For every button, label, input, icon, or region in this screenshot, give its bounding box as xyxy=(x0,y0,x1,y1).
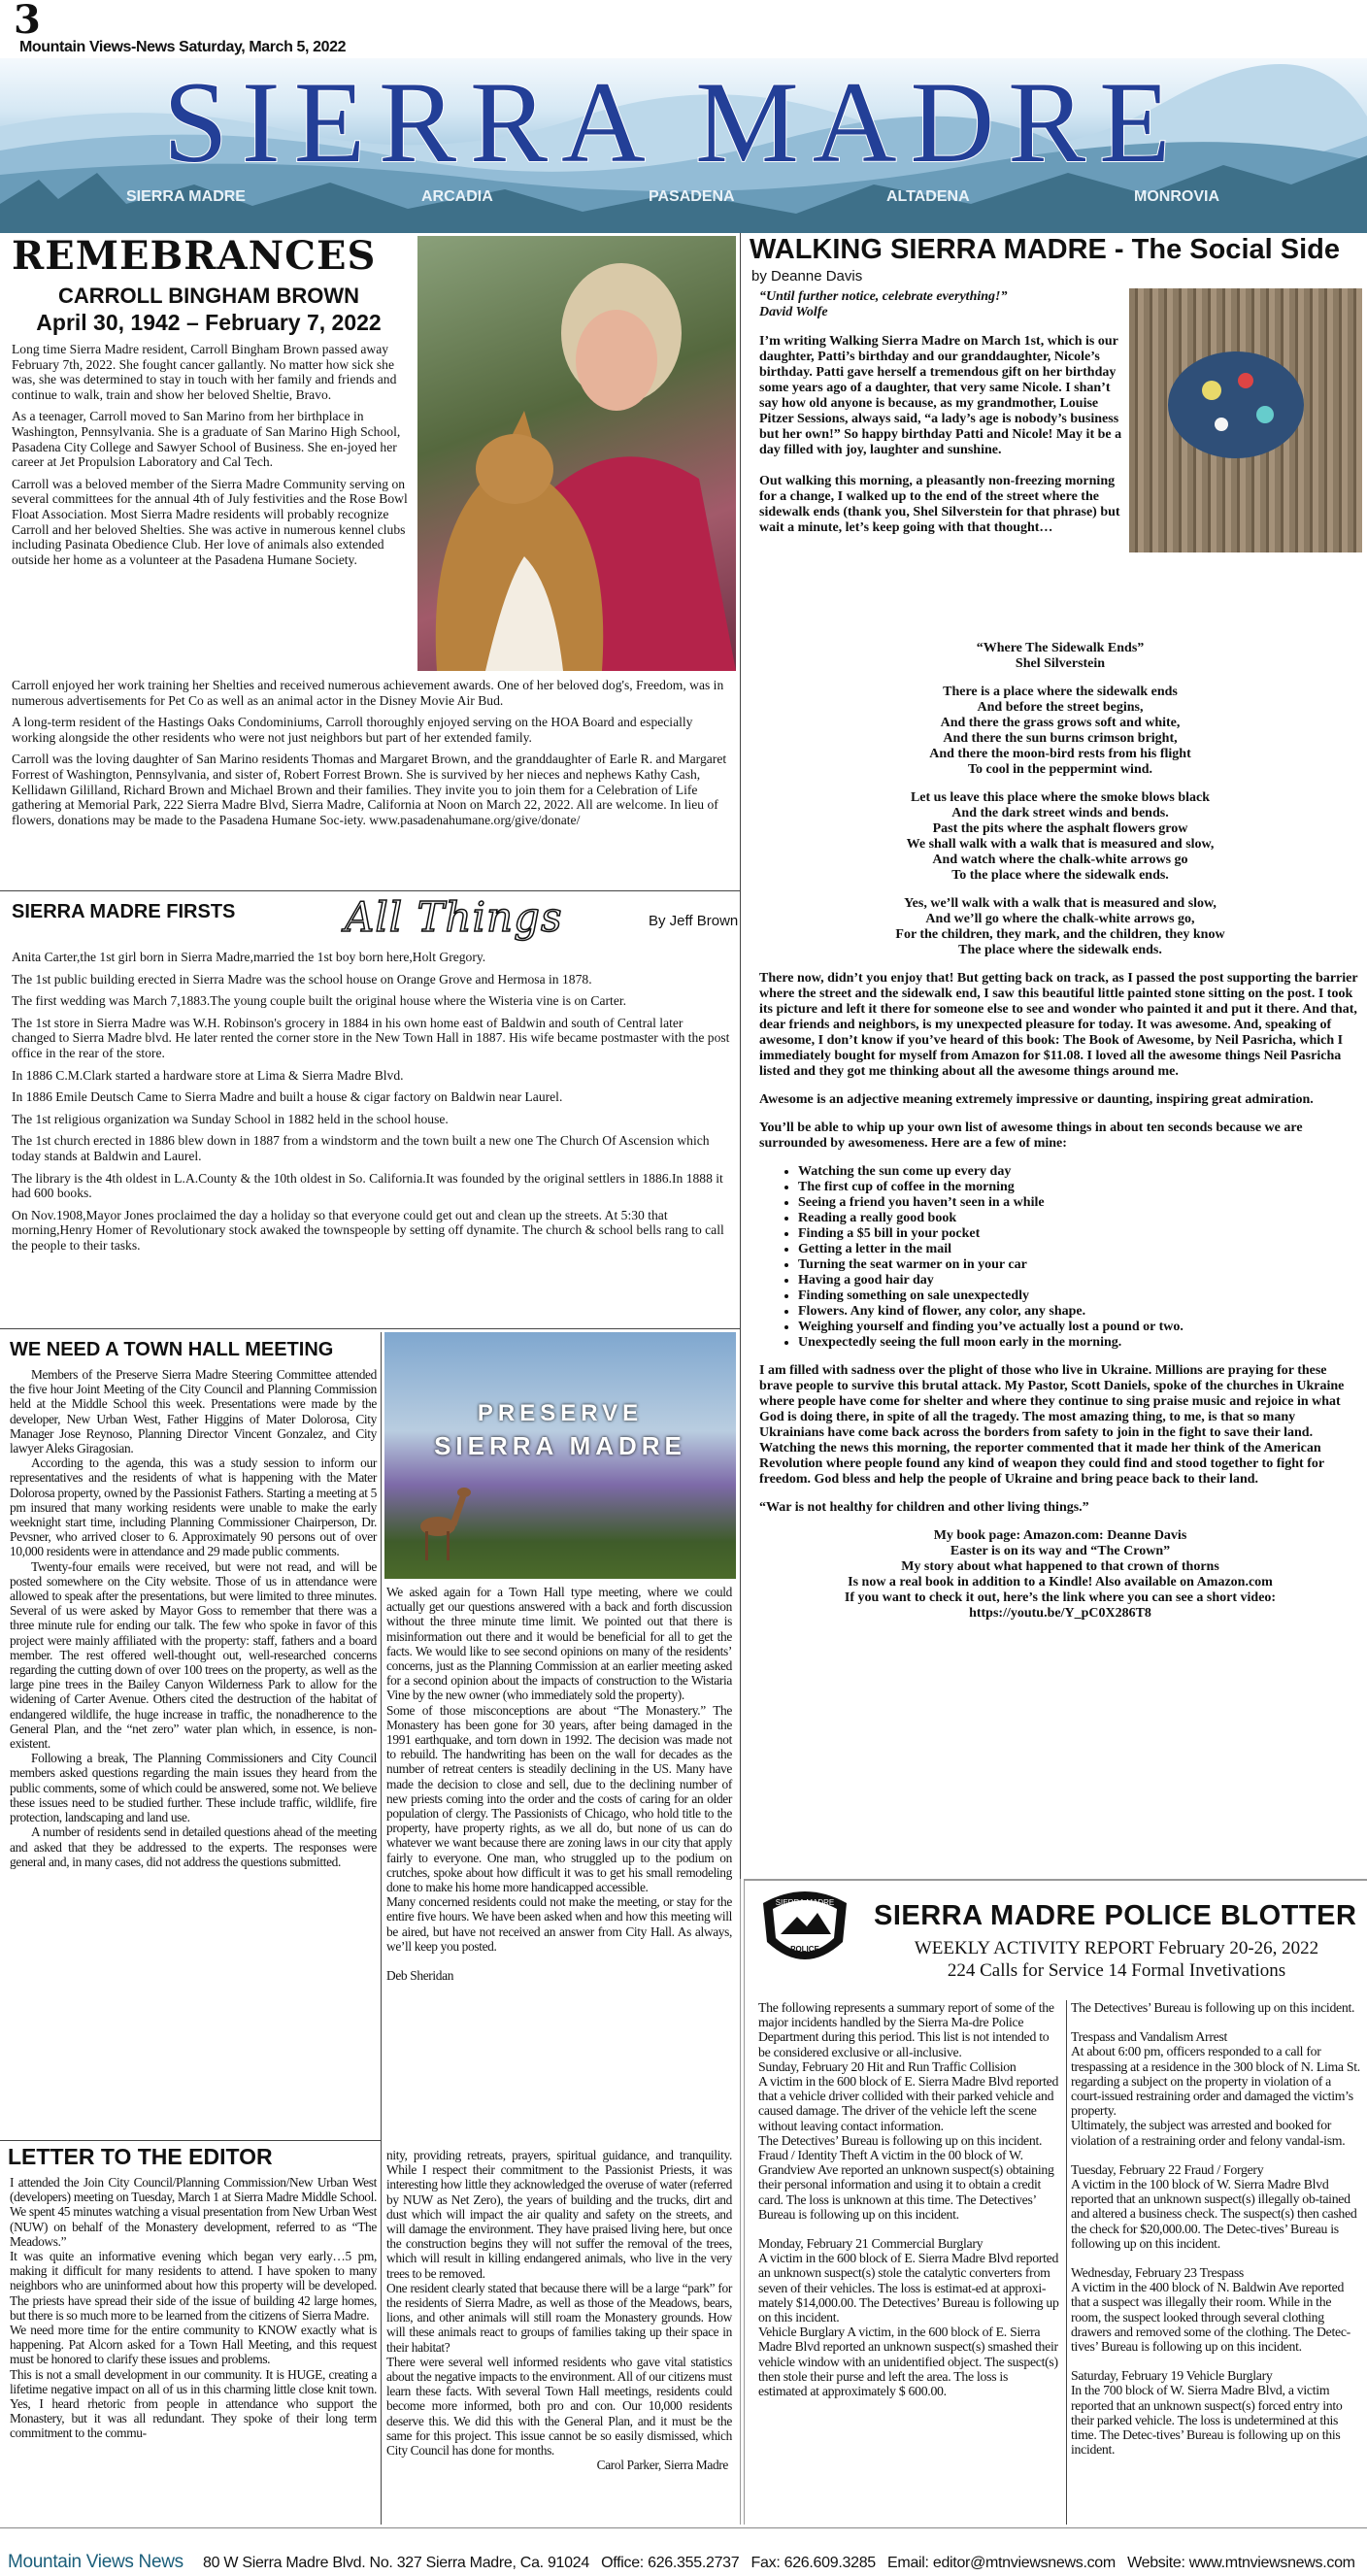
blotter-entry: A victim in the 400 block of N. Baldwin Ave reported that a suspect was illegally their room. While in the room, the suspect looked through several clothing drawers and removed some of the clothing. The Detec-tives’ Bureau is following up on this incident. xyxy=(1071,2280,1350,2355)
obituary-photo xyxy=(417,236,736,671)
poem-line: Let us leave this place where the smoke blows black xyxy=(910,790,1211,805)
walking-body xyxy=(759,641,1361,1622)
townhall-body-right xyxy=(386,1585,732,1983)
town-monrovia: MONROVIA xyxy=(1134,188,1219,205)
walking-byline: by Deanne Davis xyxy=(751,268,863,284)
list-item: • Finding a $5 bill in your pocket xyxy=(798,1226,1361,1242)
masthead-banner xyxy=(0,58,1367,233)
column-divider xyxy=(381,1332,382,2525)
epigraph: “Until further notice, celebrate everything!” xyxy=(759,289,1008,304)
paragraph: Many concerned residents could not make the meeting, or stay for the entire five hours. We have been asked when and how this meeting will be aired, but have not received an answer from City Hall. As always, we’ll keep you posted. xyxy=(386,1894,732,1954)
section-divider xyxy=(0,2140,381,2141)
blotter-entry: Wednesday, February 23 Trespass xyxy=(1071,2265,1244,2281)
paragraph: Carroll was a beloved member of the Sierra Madre Community serving on several committees for the annual 4th of July festivities and the Rose Bowl Float Association. Most Sierra Madre residents will probably recognize Carroll and her beloved Shelties. She was active in numerous kennel clubs including Pasinata Obedience Club. Her love of animals also extended outside her home as a volunteer at the Pasadena Humane Society. xyxy=(12,476,408,567)
paragraph: Following a break, The Planning Commissioners and City Council members asked questions regarding the main issues they heard from the public comments, some of which could be answered, some not. We believe these issues need to be studied further. These include traffic, wildlife, fire protection, landscaping and land use. xyxy=(10,1751,377,1825)
poem-line: And watch where the chalk-white arrows go xyxy=(932,853,1188,867)
war-quote: “War is not healthy for children and other living things.” xyxy=(759,1500,1089,1515)
blotter-entry: Ultimately, the subject was arrested and booked for violation of a restraining order and felony vandal-ism. xyxy=(1071,2118,1346,2148)
firsts-body xyxy=(12,950,730,1260)
blotter-entry: Trespass and Vandalism Arrest xyxy=(1071,2029,1228,2045)
blotter-entry: In the 700 block of W. Sierra Madre Blvd, a victim reported that an unknown suspect(s) forced entry into their parked vehicle. The loss is undetermined at this time. The Detec-tives’ Bureau is following up on this incident. xyxy=(1071,2383,1343,2458)
footer-address: 80 W Sierra Madre Blvd. No. 327 Sierra Madre, Ca. 91024 xyxy=(203,2555,589,2571)
paragraph: nity, providing retreats, prayers, spiritual guidance, and tranquility. While I respect their commitment to the Passionist Priests, it was interesting how little they acknowledged the overuse of water (referred by NUW as Net Zero), the years of building and the trucks, dirt and dust which will impact the air quality and safety on the streets, and will damage the environment. They have praised living here, but once the construction begins they will not suffer the removal of the trees, which will result in killing endangered animals, who live in the very trees to be removed. xyxy=(386,2148,732,2281)
paragraph: I’m writing Walking Sierra Madre on March 1st, which is our daughter, Patti’s birthday and our granddaughter, Nicole’s birthday. Patti gave herself a tremendous gift on her birthday some years ago of a daughter, that very same Nicole. I shan’t say how old anyone is because, as my grandmother, Louise Pitzer Sessions, always said, “a lady’s age is nobody’s business but her own!” So happy birthday Patti and Nicole! May it be a day filled with joy, laughter and sunshine. xyxy=(759,334,1122,457)
poem-line: The place where the sidewalk ends. xyxy=(958,943,1162,957)
badge-text: POLICE xyxy=(790,1945,819,1954)
poem-line: Yes, we’ll walk with a walk that is measured and slow, xyxy=(904,896,1217,911)
blotter-entry: Saturday, February 19 Vehicle Burglary xyxy=(1071,2368,1273,2384)
poem-line: And there the grass grows soft and white, xyxy=(940,716,1181,730)
page-number: 3 xyxy=(14,0,41,43)
poem-line: Past the pits where the asphalt flowers grow xyxy=(932,821,1188,836)
paragraph: Anita Carter,the 1st girl born in Sierra Madre,married the 1st boy born here,Holt Gregory. xyxy=(12,950,486,964)
poem-line: And there the sun burns crimson bright, xyxy=(943,731,1178,746)
painted-stone-icon xyxy=(1129,288,1362,552)
letter-signature: Carol Parker, Sierra Madre xyxy=(596,2458,728,2473)
list-item: • Watching the sun come up every day xyxy=(798,1164,1361,1180)
paragraph: You’ll be able to whip up your own list of awesome things in about ten seconds because we are surrounded by awesomeness. Here are a few of mine: xyxy=(759,1121,1303,1151)
walking-title: WALKING SIERRA MADRE - The Social Side xyxy=(750,234,1340,265)
poem-line: And before the street begins, xyxy=(977,700,1144,715)
epigraph-author: David Wolfe xyxy=(759,305,828,319)
obituary-body-bottom xyxy=(12,678,730,834)
poem-line: And there the moon-bird rests from his flight xyxy=(929,747,1191,761)
paragraph: Twenty-four emails were received, but were not read, and will be posted somewhere on the City website. Those of us in attendance were allowed to speak after the presentations, but were limited to three minutes. Several of us were asked by Mayor Goss to remember that there was a three minute rule for ending our talk. The few who spoke in favor of this project were mainly affiliated with the property: staff, fathers and a board member. The rest offered well-thought out, well-researched concerns regarding the cutting down of over 100 trees on the property, as well as the large pine trees in the Bailey Canyon Wilderness Park to allow for the widening of Carter Avenue. Others cited the destruction of the habitat of endangered wildlife, the huge increase in traffic, the nonadherence to the General Plan, and the “net zero” water plan which, in essence, is non-existent. xyxy=(10,1558,377,1752)
blotter-entry: A victim in the 600 block of E. Sierra Madre Blvd reported that a vehicle driver collided with their parked vehicle and caused damage. The driver of the vehicle left the scene without leaving contact information. xyxy=(758,2074,1059,2133)
poem-line: To cool in the peppermint wind. xyxy=(967,762,1153,777)
paragraph: This is not a small development in our community. It is HUGE, creating a lifetime negative impact on all of us in this charming little close knit town. Yes, I heard rhetoric from people in attendance who support the Monastery, but it was all redundant. They spoke of their long term commitment to the commu- xyxy=(10,2366,377,2441)
image-caption-sierra-madre: SIERRA MADRE xyxy=(434,1431,686,1460)
poem-line: We shall walk with a walk that is measured and slow, xyxy=(906,837,1215,852)
town-altadena: ALTADENA xyxy=(886,188,970,205)
column-divider xyxy=(740,1879,741,2525)
blotter-entry: The Detectives’ Bureau is following up on this incident. xyxy=(1071,2000,1355,2015)
video-link[interactable]: https://youtu.be/Y_pC0X286T8 xyxy=(969,1606,1151,1621)
poem-line: There is a place where the sidewalk ends xyxy=(943,685,1178,699)
obituary-dates: April 30, 1942 – February 7, 2022 xyxy=(36,310,382,335)
poem-line: To the place where the sidewalk ends. xyxy=(951,868,1169,883)
blotter-counts: 224 Calls for Service 14 Formal Invetivations xyxy=(947,1960,1286,1981)
masthead-title: SIERRA MADRE xyxy=(163,58,1184,186)
footer-office: Office: 626.355.2737 xyxy=(601,2555,740,2571)
blotter-entry: The following represents a summary report of some of the major incidents handled by the Sierra Ma-dre Police Department during this period. This list is not intended to be considered exclusive or all-inclusive. xyxy=(758,2000,1054,2059)
paragraph: The 1st store in Sierra Madre was W.H. Robinson's grocery in 1884 in his own home east of Baldwin and south of Central later changed to Sierra Madre blvd. He later rented the corner store in the New Town Hall in 1887. His wife became postmaster with the post office in the rear of the store. xyxy=(12,1015,730,1060)
blotter-right-column xyxy=(1071,2000,1362,2457)
firsts-title: SIERRA MADRE FIRSTS xyxy=(12,901,236,922)
poem-stanza xyxy=(759,790,1361,884)
awesome-list xyxy=(798,1164,1361,1351)
paragraph: According to the agenda, this was a study session to inform our representatives and the residents of what is happening with the Mater Dolorosa property, owned by the Passionist Fathers. Starting a meeting at 5 pm insured that many working residents were unable to make the early weeknight start time, including Planning Commissioner Chairperson, Dr. Pevsner, who arrived closer to 6. Approximately 90 persons out of over 10,000 residents were in attendance and 29 made public comments. xyxy=(10,1455,377,1559)
footer-fax: Fax: 626.609.3285 xyxy=(750,2555,876,2571)
paragraph: The 1st church erected in 1886 blew down in 1887 from a windstorm and the town built a new one The Church Of Ascension which today stands at Baldwin and Laurel. xyxy=(12,1133,710,1163)
paragraph: On Nov.1908,Mayor Jones proclaimed the day a holiday so that everyone could get out and clean up the streets. At 5:30 that morning,Henry Homer of Revolutionary stock awaked the townspeople by setting off dynamite. The church & school bells rang to call the people to their tasks. xyxy=(12,1207,724,1253)
paragraph: We asked again for a Town Hall type meeting, where we could actually get our questions answered with a back and forth discussion without the three minute time limit. We pointed out that there is misinformation out there and it would be beneficial for all to get the facts. We would like to see second opinions on many of the residents’ concerns, just as the Planning Commission at an earlier meeting asked for a second opinion about the impacts of construction to the Wistaria Vine by the new owner (who immediately sold the property). xyxy=(386,1585,732,1703)
blotter-entry: Monday, February 21 Commercial Burglary xyxy=(758,2236,984,2252)
list-item: • Weighing yourself and finding you’ve actually lost a pound or two. xyxy=(798,1320,1361,1335)
paragraph: In 1886 Emile Deutsch Came to Sierra Madre and built a house & cigar factory on Baldwin near Laurel. xyxy=(12,1089,563,1105)
paragraph: There were several well informed residents who gave vital statistics about the negative impacts to the environment. All of our citizens must learn these facts. With several Town Hall meetings, residents could become more informed, both pro and con. Our 10,000 residents deserve this. We did this with the General Plan, and it must be the same for this project. This issue cannot be so easily dismissed, which City Council has done for months. xyxy=(386,2354,732,2459)
book-line: Easter is on its way and “The Crown” xyxy=(950,1544,1171,1558)
blotter-entry: A victim in the 600 block of E. Sierra Madre Blvd reported an unknown suspect(s) stole the catalytic converters from seven of their vehicles. The loss is estimat-ed at approxi-mately $14,000.00. The Detectives’ Bureau is following up on this incident. xyxy=(758,2251,1059,2325)
book-line: Is now a real book in addition to a Kindle! Also available on Amazon.com xyxy=(848,1575,1273,1589)
footer-website[interactable]: Website: www.mtnviewsnews.com xyxy=(1127,2555,1355,2571)
list-item: • Reading a really good book xyxy=(798,1211,1361,1226)
footer xyxy=(8,2552,1367,2574)
blotter-entry: At about 6:00 pm, officers responded to a call for trespassing at a residence in the 300 block of N. Lima St. regarding a subject on the property in violation of a court-issued restraining order and damaged the victim’s property. xyxy=(1071,2044,1360,2119)
list-item: • Getting a letter in the mail xyxy=(798,1242,1361,1257)
ukraine-paragraph: I am filled with sadness over the plight of those who live in Ukraine. Millions are praying for these brave people to survive this brutal attack. My Pastor, Scott Daniels, spoke of the churches in Ukraine where people have come for shelter and where they continue to sing praise music and rejoice in what God is doing there, in spite of all the tragedy. The most amazing thing, to me, is that so many Ukrainians have come back across the borders from safety to join in the fight to save their land. Watching the news this morning, the reporter commented that it made her think of the American Revolution where people found any kind of weapon they could find and stood together to fight for freedom. God bless and help the people of Ukraine and bring peace back to their land. xyxy=(759,1363,1345,1487)
townhall-title: WE NEED A TOWN HALL MEETING xyxy=(10,1339,334,1360)
town-arcadia: ARCADIA xyxy=(421,188,493,205)
poem-line: And we’ll go where the chalk-white arrows go, xyxy=(925,912,1195,926)
preserve-sierra-madre-image xyxy=(384,1332,736,1579)
column-divider xyxy=(740,233,741,1879)
book-line: If you want to check it out, here’s the link where you can see a short video: xyxy=(844,1590,1277,1605)
poem-title: “Where The Sidewalk Ends” xyxy=(976,641,1145,655)
list-item: • Seeing a friend you haven’t seen in a while xyxy=(798,1195,1361,1211)
remembrances-title: REMEBRANCES xyxy=(12,233,377,279)
letter-body-middle xyxy=(386,2148,732,2472)
footer-email[interactable]: Email: editor@mtnviewsnews.com xyxy=(887,2555,1116,2571)
book-line: My book page: Amazon.com: Deanne Davis xyxy=(933,1528,1187,1543)
dateline: Mountain Views-News Saturday, March 5, 2022 xyxy=(19,39,347,55)
blotter-left-column xyxy=(758,2000,1059,2398)
book-line: My story about what happened to that crown of thorns xyxy=(901,1559,1219,1574)
blotter-entry: A victim in the 100 block of W. Sierra Madre Blvd reported that an unknown suspect(s) illegally ob-tained and altered a business check. The suspect(s) then cashed the check for $20,000.00. The Detec-tives’ Bureau is following up on this incident. xyxy=(1071,2177,1357,2251)
poem-line: And the dark street winds and bends. xyxy=(951,806,1169,820)
paragraph: Carroll enjoyed her work training her Shelties and received numerous achievement awards. One of her beloved dog's, Freedom, was in numerous advertisements for Pet Co as well as an animal actor in the Disney Movie Air Bud. xyxy=(12,678,724,708)
paragraph: The first wedding was March 7,1883.The young couple built the original house where the Wisteria vine is on Carter. xyxy=(12,993,627,1009)
town-pasadena: PASADENA xyxy=(649,188,735,205)
poem-stanza xyxy=(759,896,1361,958)
obituary-name: CARROLL BINGHAM BROWN xyxy=(57,284,359,308)
paragraph: One resident clearly stated that because there will be a large “park” for the residents of Sierra Madre, as well as those of the Meadows, bears, lions, and other animals will still roam the Monastery grounds. How will these animals react to groups of families taking up their space in their habitat? xyxy=(386,2280,732,2355)
footer-brand: Mountain Views News xyxy=(8,2552,183,2572)
footer-divider xyxy=(0,2527,1367,2528)
paragraph: Members of the Preserve Sierra Madre Steering Committee attended the five hour Joint Meeting of the City Council and Planning Commission held at the Middle School this week. Presentations were made by the developer, New Urban West, Father Higgins of Mater Dolorosa, City Manager Jose Reynoso, Planning Director Vincent Gonzalez, and City lawyer Aleks Giragosian. xyxy=(10,1367,377,1456)
paragraph: The library is the 4th oldest in L.A.County & the 10th oldest in So. California.It was founded by the original settlers in 1886.In 1888 it had 600 books. xyxy=(12,1170,723,1201)
list-item: • Unexpectedly seeing the full moon early in the morning. xyxy=(798,1335,1361,1351)
section-divider xyxy=(0,1328,740,1329)
blotter-entry: Sunday, February 20 Hit and Run Traffic Collision xyxy=(758,2058,1017,2074)
poem xyxy=(759,641,1361,958)
paragraph: It was quite an informative evening which began very early…5 pm, making it difficult for many residents to attend. I have spoken to many neighbors who are uninformed about how this property will be developed. The priests have spread their side of the issue of building 42 large homes, but there is so much more to be learned from the citizens of Sierra Madre. xyxy=(10,2249,377,2323)
section-divider xyxy=(0,890,740,891)
list-item: • Turning the seat warmer on in your car xyxy=(798,1257,1361,1273)
badge-text: SIERRA MADRE xyxy=(775,1898,835,1907)
paragraph: There now, didn’t you enjoy that! But getting back on track, as I passed the post supporting the barrier where the street and the sidewalk end, I saw this beautiful little painted stone sitting on the post. I took its picture and left it there for someone else to see and wonder who painted it and put it there. And that, dear friends and neighbors, is my unexpected pleasure for today. It was awesome. And, speaking of awesome, I don’t know if you’ve heard of this book: The Book of Awesome, by Neil Pasricha, which I immediately bought for myself from Amazon for $11.08. I loved all the awesome things Neil Pasricha listed and they got me thinking about all the awesome things around me. xyxy=(759,971,1358,1079)
poem-line: For the children, they mark, and the children, they know xyxy=(895,927,1225,942)
police-badge-icon xyxy=(753,1884,856,1971)
list-item: • The first cup of coffee in the morning xyxy=(798,1180,1361,1195)
townhall-signature: Deb Sheridan xyxy=(386,1968,454,1984)
list-item: • Having a good hair day xyxy=(798,1273,1361,1288)
paragraph: We need more time for the entire community to KNOW exactly what is happening. Pat Alcorn asked for a Town Hall Meeting, and this request must be honored to clarify these issues and problems. xyxy=(10,2323,377,2367)
paragraph: Long time Sierra Madre resident, Carroll Bingham Brown passed away February 7th, 2022. She fought cancer gallantly. No matter how sick she was, she was determined to stay in touch with her family and friends and continue to walk, train and show her beloved Sheltie, Bravo. xyxy=(12,342,397,402)
letter-title: LETTER TO THE EDITOR xyxy=(8,2144,273,2169)
painted-stone-photo xyxy=(1129,288,1362,552)
blotter-entry: Vehicle Burglary A victim, in the 600 block of E. Sierra Madre Blvd reported an unknown suspect(s) smashed their vehicle window with an unidentified object. The suspect(s) then stole their purse and left the area. The loss is estimated at approximately $ 600.00. xyxy=(758,2325,1058,2399)
paragraph: Out walking this morning, a pleasantly non-freezing morning for a change, I walked up to the end of the street where the sidewalk ends (thank you, Shel Silverstein for that phrase) but wait a minute, let’s keep going with that thought… xyxy=(759,474,1120,535)
blotter-entry: Fraud / Identity Theft A victim in the 00 block of W. Grandview Ave reported an unknown suspect(s) obtaining their personal information and using it to obtain a credit card. The loss is unknown at this time. The Detectives’ Bureau is following up on this incident. xyxy=(758,2148,1054,2222)
book-promo xyxy=(759,1528,1361,1622)
blotter-title: SIERRA MADRE POLICE BLOTTER xyxy=(874,1900,1357,1931)
paragraph: Awesome is an adjective meaning extremely impressive or daunting, inspiring great admiration. xyxy=(759,1092,1314,1107)
paragraph: Carroll was the loving daughter of San Marino residents Thomas and Margaret Brown, and the granddaughter of Earle R. and Margaret Forrest of Washington, Pennsylvania, and sister of, Robert Forrest Brown. She is survived by her nieces and nephews Kathy Cash, Kellidawn Gililland, Richard Brown and Michael Brown and their families. They invite you to join them for a Celebration of Life gathering at Memorial Park, 222 Sierra Madre Blvd, Sierra Madre, California at Noon on March 22, 2022. All are welcome. In lieu of flowers, donations may be made to the Pasadena Humane Soc-iety. www.pasadenahumane.org/give/donate/ xyxy=(12,752,727,827)
list-item: • Finding something on sale unexpectedly xyxy=(798,1288,1361,1304)
poem-author: Shel Silverstein xyxy=(1015,656,1106,671)
list-item: • Flowers. Any kind of flower, any color, any shape. xyxy=(798,1304,1361,1320)
paragraph: As a teenager, Carroll moved to San Marino from her birthplace in Washington, Pennsylvania. She is a graduate of San Marino High School, Pasadena City College and Sawyer School of Business. She en-joyed her career at Jet Propulsion Laboratory and Cal Tech. xyxy=(12,409,401,470)
paragraph: The 1st religious organization wa Sunday School in 1882 held in the school house. xyxy=(12,1111,449,1126)
paragraph: In 1886 C.M.Clark started a hardware store at Lima & Sierra Madre Blvd. xyxy=(12,1067,404,1083)
woman-with-sheltie-photo xyxy=(417,236,736,671)
column-divider xyxy=(1066,2000,1067,2525)
townhall-body-left xyxy=(10,1367,377,1869)
blotter-entry: The Detectives’ Bureau is following up on this incident. xyxy=(758,2132,1043,2148)
paragraph: A number of residents send in detailed questions ahead of the meeting and asked that they be addressed to the experts. The responses were general and, in many cases, did not address the questions submitted. xyxy=(10,1824,377,1869)
paragraph: A long-term resident of the Hastings Oaks Condominiums, Carroll thoroughly enjoyed serving on the HOA Board and especially working alongside the other residents who were not just neighbors but part of her extended family. xyxy=(12,715,693,745)
walking-intro xyxy=(759,289,1124,552)
blotter-entry: Tuesday, February 22 Fraud / Forgery xyxy=(1071,2161,1264,2177)
poem-stanza xyxy=(759,685,1361,778)
paragraph: Some of those misconceptions are about “The Monastery.” The Monastery has been gone for 30 years, after being damaged in the 1991 earthquake, and torn down in 1992. The decision was made not to rebuild. The handwriting has been on the wall for decades as the number of retreat centers is steadily declining in the US. Many have made the decision to close and sell, due to the declining number of new priests coming into the order and the costs of caring for an older population of clergy. The Passionists of Chicago, who hold title to the property, have property rights, as we all do, but none of us can do whatever we want because there are zoning laws in our city that apply fairly to everyone. One man, who struggled up to the podium on crutches, spoke about how difficult it was to get his small remodeling done to make his home more handicapped accessible. xyxy=(386,1702,732,1895)
deer-icon xyxy=(384,1332,736,1579)
all-things-logo: All Things xyxy=(345,893,563,941)
paragraph: The 1st public building erected in Sierra Madre was the school house on Orange Grove and Hermosa in 1878. xyxy=(12,971,592,987)
firsts-byline: By Jeff Brown xyxy=(649,913,739,929)
letter-body-left xyxy=(10,2175,377,2441)
obituary-body-top xyxy=(12,342,412,574)
town-sierra-madre: SIERRA MADRE xyxy=(126,188,246,205)
blotter-subtitle: WEEKLY ACTIVITY REPORT February 20-26, 2022 xyxy=(914,1938,1319,1958)
image-caption-preserve: PRESERVE xyxy=(477,1400,644,1426)
paragraph: I attended the Join City Council/Planning Commission/New Urban West (developers) meeting on Tuesday, March 1 at Sierra Madre Middle School. We spent 45 minutes watching a visual presentation from New Urban West (NUW) on behalf of the Monastery development, referred to as “The Meadows.” xyxy=(10,2175,377,2249)
